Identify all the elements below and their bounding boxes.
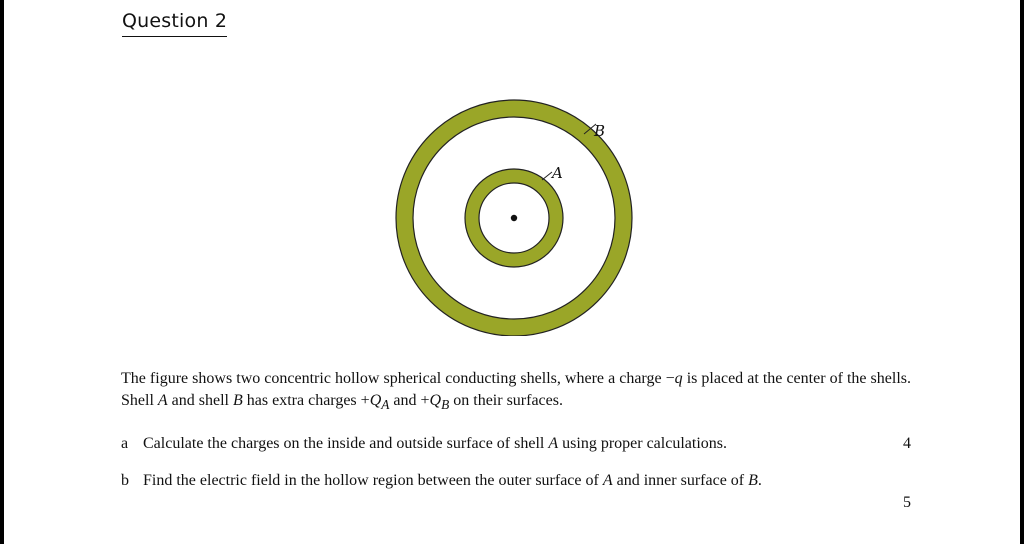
label-a-leader [542,172,552,180]
question-b [121,470,911,514]
center-charge-dot [511,215,517,221]
question-b-letter: b [121,472,129,489]
question-b-text: Find the electric field in the hollow region between the outer surface of A and inner surface of B. [143,472,762,489]
question-a-text: Calculate the charges on the inside and outside surface of shell A using proper calculations. [143,435,727,452]
question-a-marks: 4 [903,435,911,452]
document-page [4,0,1020,544]
question-a [121,433,911,455]
question-title: Question 2 [122,10,227,37]
question-a-letter: a [121,435,129,452]
intro-paragraph: The figure shows two concentric hollow spherical conducting shells, where a charge −q is placed at the center of the shells. Shell A and shell B has extra charges $+Q_A$ and $+Q_B$ on their surfaces. [121,370,912,413]
concentric-shells-figure [384,96,644,336]
label-b: B [594,122,606,140]
question-b-marks: 5 [903,494,911,511]
label-a: A [552,164,563,182]
